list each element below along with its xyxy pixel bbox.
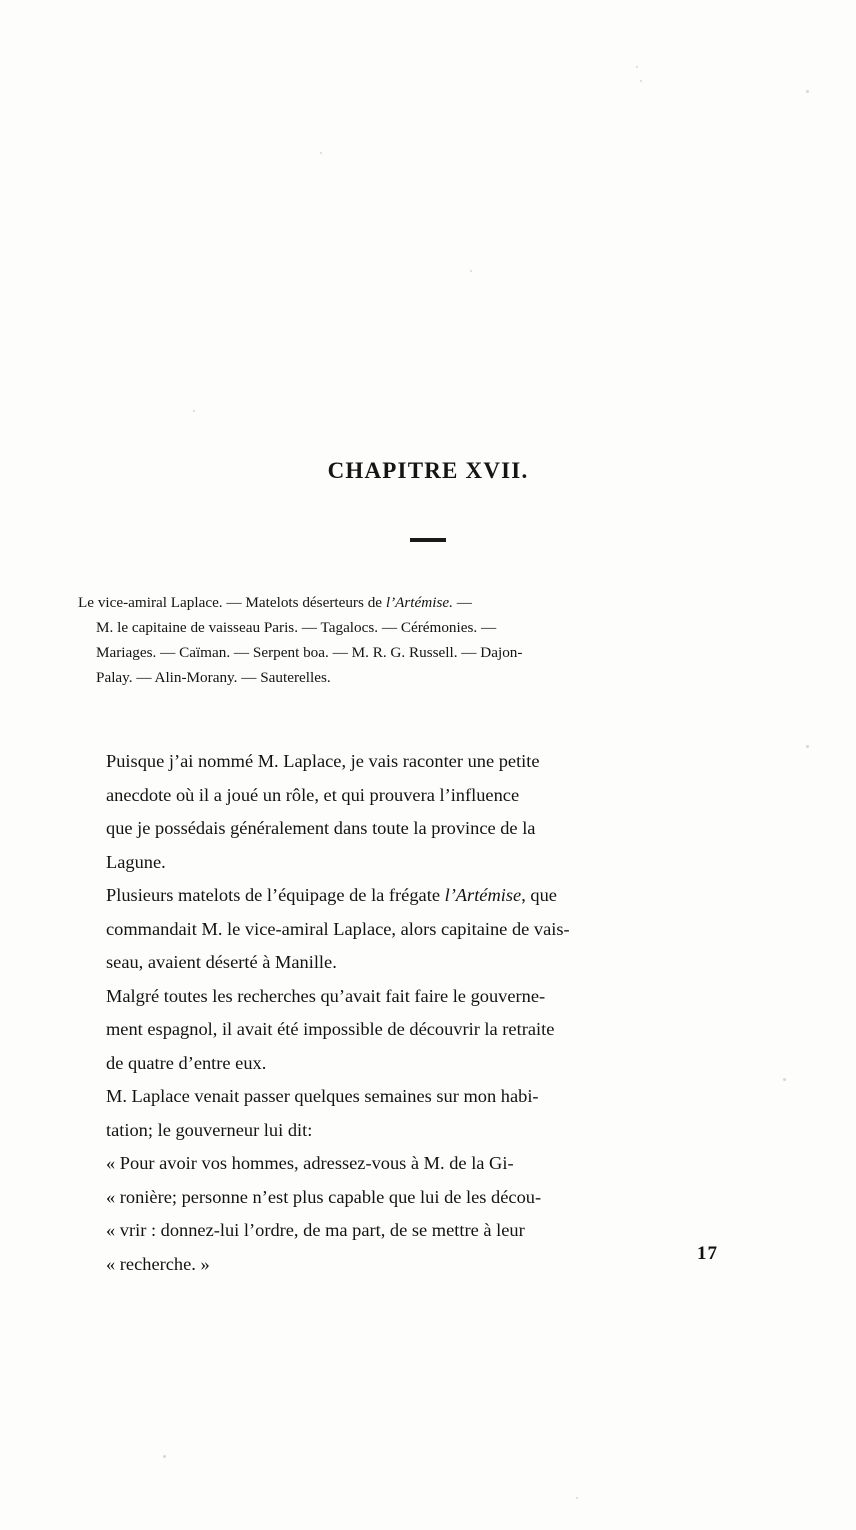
scan-speck [636, 66, 638, 68]
page-content [78, 0, 778, 1530]
paragraph-laplace-anecdote [78, 745, 718, 879]
scan-speck [806, 90, 809, 93]
scan-speck [320, 152, 322, 154]
text-line: « Pour avoir vos hommes, adressez-vous à M. de la Gi- [106, 1153, 514, 1173]
summary-line: Le vice-amiral Laplace. — Matelots déserteurs de l’Artémise. — [78, 594, 472, 611]
scan-speck [806, 745, 809, 748]
paragraph-habitation [78, 1080, 718, 1147]
scan-speck [193, 410, 195, 412]
paragraph-matelots-deserteurs [78, 879, 718, 980]
text-line: tation; le gouverneur lui dit: [106, 1119, 313, 1140]
text-line: « vrir : donnez-lui l’ordre, de ma part, de se mettre à leur [106, 1220, 525, 1240]
chapter-summary [78, 590, 718, 690]
text-line: anecdote où il a joué un rôle, et qui prouvera l’influence [106, 784, 520, 805]
paragraph-recherches [78, 980, 718, 1081]
text-line: commandait M. le vice-amiral Laplace, alors capitaine de vais- [106, 918, 570, 939]
page-number: 17 [697, 1243, 718, 1264]
text-line: Plusieurs matelots de l’équipage de la frégate l’Artémise, que [106, 885, 557, 905]
scan-speck [640, 80, 642, 82]
text-line: Malgré toutes les recherches qu’avait fait faire le gouverne- [106, 985, 546, 1006]
page-title: CHAPITRE XVII. [327, 458, 529, 483]
scan-speck [470, 270, 472, 272]
text-line: Lagune. [106, 851, 166, 872]
body-text [78, 745, 718, 1281]
text-line: M. Laplace venait passer quelques semaines sur mon habi- [106, 1086, 539, 1106]
scan-speck [163, 1455, 166, 1458]
summary-line: Palay. — Alin-Morany. — Sauterelles. [96, 669, 331, 686]
text-line: de quatre d’entre eux. [106, 1052, 267, 1073]
text-line: ment espagnol, il avait été impossible de découvrir la retraite [106, 1019, 555, 1039]
summary-line: M. le capitaine de vaisseau Paris. — Tagalocs. — Cérémonies. — [96, 619, 497, 636]
title-divider [410, 538, 446, 542]
text-line: « recherche. » [106, 1253, 210, 1274]
text-line: seau, avaient déserté à Manille. [106, 952, 337, 972]
scan-speck [576, 1497, 578, 1499]
text-line: « ronière; personne n’est plus capable que lui de les décou- [106, 1186, 542, 1207]
scan-speck [783, 1078, 786, 1081]
summary-line: Mariages. — Caïman. — Serpent boa. — M. R. G. Russell. — Dajon- [96, 644, 523, 661]
text-line: que je possédais généralement dans toute la province de la [106, 818, 536, 838]
text-line: Puisque j’ai nommé M. Laplace, je vais raconter une petite [106, 751, 540, 771]
